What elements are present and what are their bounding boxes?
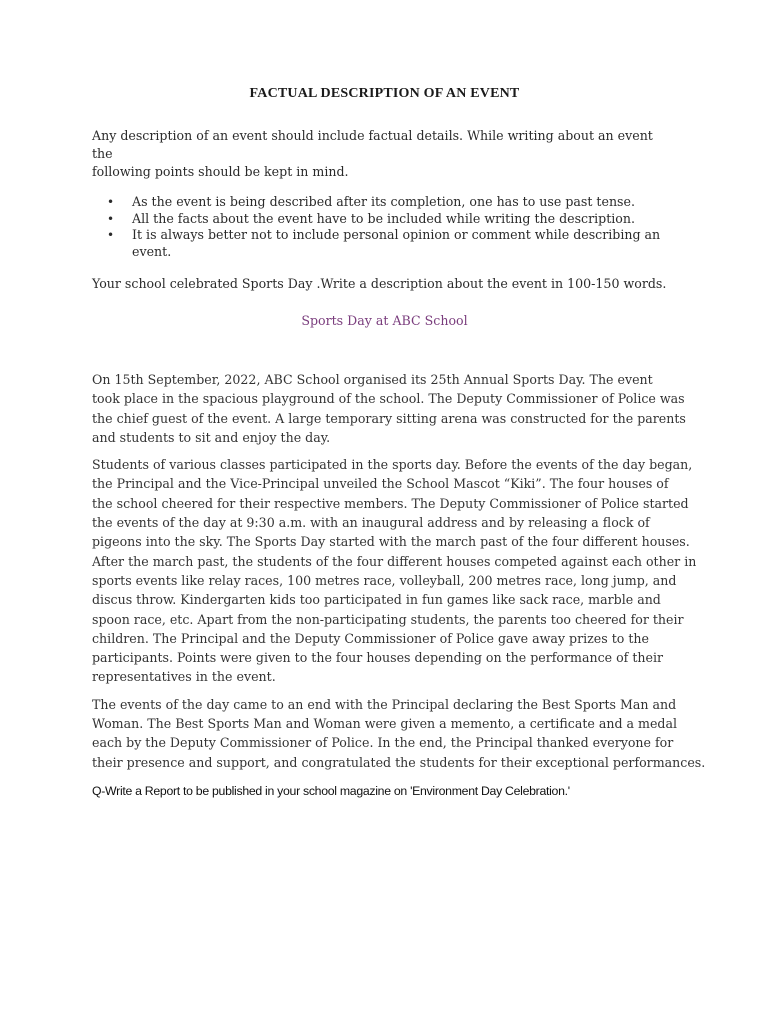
paragraph-line: discus throw. Kindergarten kids too participated in fun games like sack race, marble and [92, 592, 661, 608]
paragraph-line: took place in the spacious playground of the school. The Deputy Commissioner of Police was [92, 391, 685, 407]
paragraph-line: spoon race, etc. Apart from the non-participating students, the parents too cheered for their [92, 611, 684, 627]
paragraph-line: sports events like relay races, 100 metres race, volleyball, 200 metres race, long jump, and [92, 572, 677, 588]
paragraph-line: and students to sit and enjoy the day. [92, 429, 331, 445]
list-item-text: As the event is being described after its completion, one has to use past tense. [132, 194, 635, 209]
paragraph-line: the events of the day at 9:30 a.m. with an inaugural address and by releasing a flock of [92, 515, 650, 531]
paragraph-line: the Principal and the Vice-Principal unveiled the School Mascot “Kiki”. The four houses of [92, 476, 669, 492]
bullet-icon: • [107, 195, 115, 209]
guidelines-list [92, 194, 677, 260]
document-page [92, 86, 706, 800]
intro-paragraph [92, 127, 677, 181]
paragraph-line: participants. Points were given to the four houses depending on the performance of their [92, 650, 664, 666]
assignment-question: Q-Write a Report to be published in your school magazine on 'Environment Day Celebration.' [92, 783, 570, 798]
list-item [92, 211, 677, 228]
bullet-icon: • [107, 211, 115, 226]
paragraph-events [92, 455, 697, 687]
list-item [92, 194, 677, 211]
paragraph-line: children. The Principal and the Deputy Commissioner of Police gave away prizes to the [92, 630, 649, 646]
paragraph-opening [92, 370, 686, 447]
paragraph-line: the chief guest of the event. A large temporary sitting arena was constructed for the parents [92, 410, 686, 426]
paragraph-line: their presence and support, and congratulated the students for their exceptional performances. [92, 754, 706, 770]
paragraph-line: representatives in the event. [92, 669, 276, 685]
paragraph-line: the school cheered for their respective members. The Deputy Commissioner of Police started [92, 495, 689, 511]
paragraph-line: pigeons into the sky. The Sports Day started with the march past of the four different houses. [92, 534, 690, 550]
essay-title: Sports Day at ABC School [301, 313, 468, 328]
paragraph-line: After the march past, the students of the four different houses competed against each other in [92, 553, 697, 569]
paragraph-closing [92, 695, 706, 772]
list-item-text: It is always better not to include personal opinion or comment while describing an event. [132, 227, 661, 259]
list-item [92, 227, 677, 260]
intro-line: following points should be kept in mind. [92, 164, 349, 179]
bullet-icon: • [107, 228, 115, 242]
intro-line: Any description of an event should include factual details. While writing about an event the [92, 128, 653, 161]
paragraph-line: Woman. The Best Sports Man and Woman were given a memento, a certificate and a medal [92, 716, 678, 732]
list-item-text: All the facts about the event have to be included while writing the description. [132, 210, 635, 226]
paragraph-line: The events of the day came to an end with the Principal declaring the Best Sports Man and [92, 696, 677, 712]
document-title: FACTUAL DESCRIPTION OF AN EVENT [249, 86, 520, 101]
writing-prompt: Your school celebrated Sports Day .Write a description about the event in 100-150 words. [92, 276, 667, 291]
paragraph-line: each by the Deputy Commissioner of Police. In the end, the Principal thanked everyone for [92, 735, 674, 751]
paragraph-line: On 15th September, 2022, ABC School organised its 25th Annual Sports Day. The event [92, 372, 653, 387]
paragraph-line: Students of various classes participated in the sports day. Before the events of the day began, [92, 457, 693, 473]
